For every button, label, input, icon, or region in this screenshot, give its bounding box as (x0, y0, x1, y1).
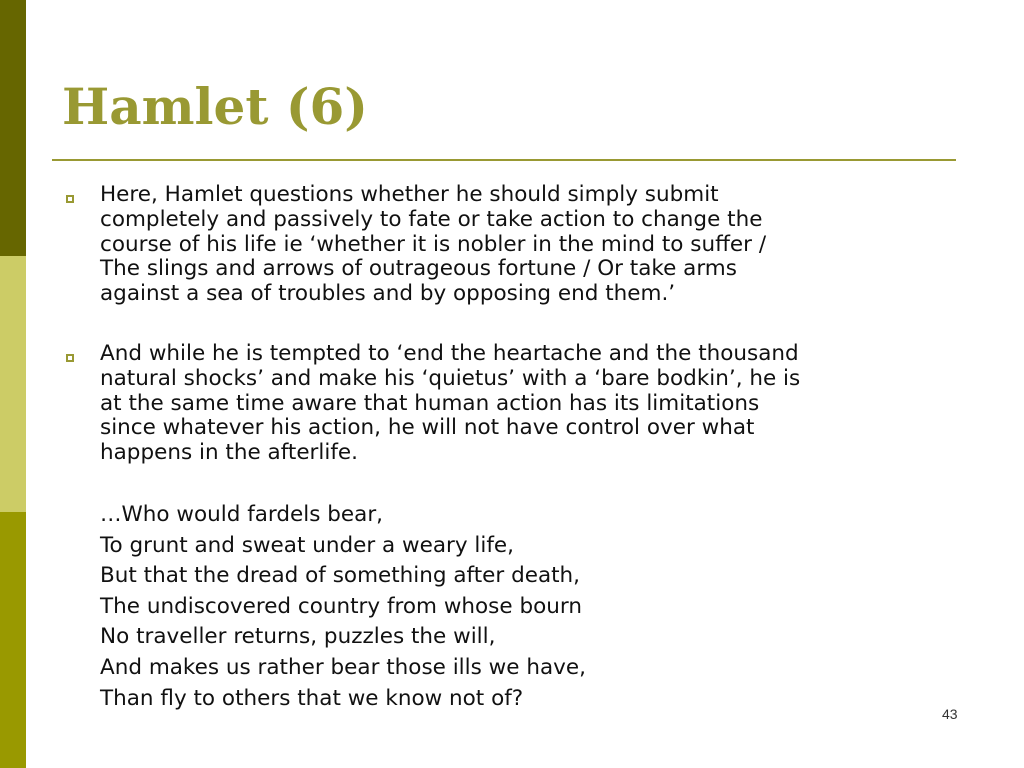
quote-line: The undiscovered country from whose bourn (100, 593, 582, 619)
square-bullet-icon (66, 354, 74, 362)
left-accent-bar (0, 0, 26, 768)
quote-line: …Who would fardels bear, (100, 502, 384, 527)
hamlet-quote (100, 500, 900, 714)
quote-line: Than fly to others that we know not of? (100, 685, 524, 711)
accent-bar-top-segment (0, 0, 26, 256)
square-bullet-icon (66, 195, 74, 203)
quote-line: No traveller returns, puzzles the will, (100, 624, 496, 650)
slide-number: 43 (942, 706, 958, 722)
quote-line: To grunt and sweat under a weary life, (100, 532, 514, 558)
title-divider (52, 159, 956, 161)
slide-title: Hamlet (6) (62, 77, 368, 136)
bullet-text-1: Here, Hamlet questions whether he should simply submit completely and passively to fate or take action to change the course of his life ie ‘whether it is nobler in the mind to suffer / The slings and arrows of outrageous fortune / Or take arms against a sea of troubles and by opposing end them.’ (100, 182, 767, 307)
accent-bar-bottom-segment (0, 512, 26, 768)
accent-bar-middle-segment (0, 256, 26, 512)
quote-line: And makes us rather bear those ills we have, (100, 654, 586, 680)
bullet-text-2: And while he is tempted to ‘end the heartache and the thousand natural shocks’ and make his ‘quietus’ with a ‘bare bodkin’, he is at the same time aware that human action has its limitations since whatever his action, he will not have control over what happens in the afterlife. (100, 341, 801, 466)
quote-line: But that the dread of something after death, (100, 563, 581, 589)
